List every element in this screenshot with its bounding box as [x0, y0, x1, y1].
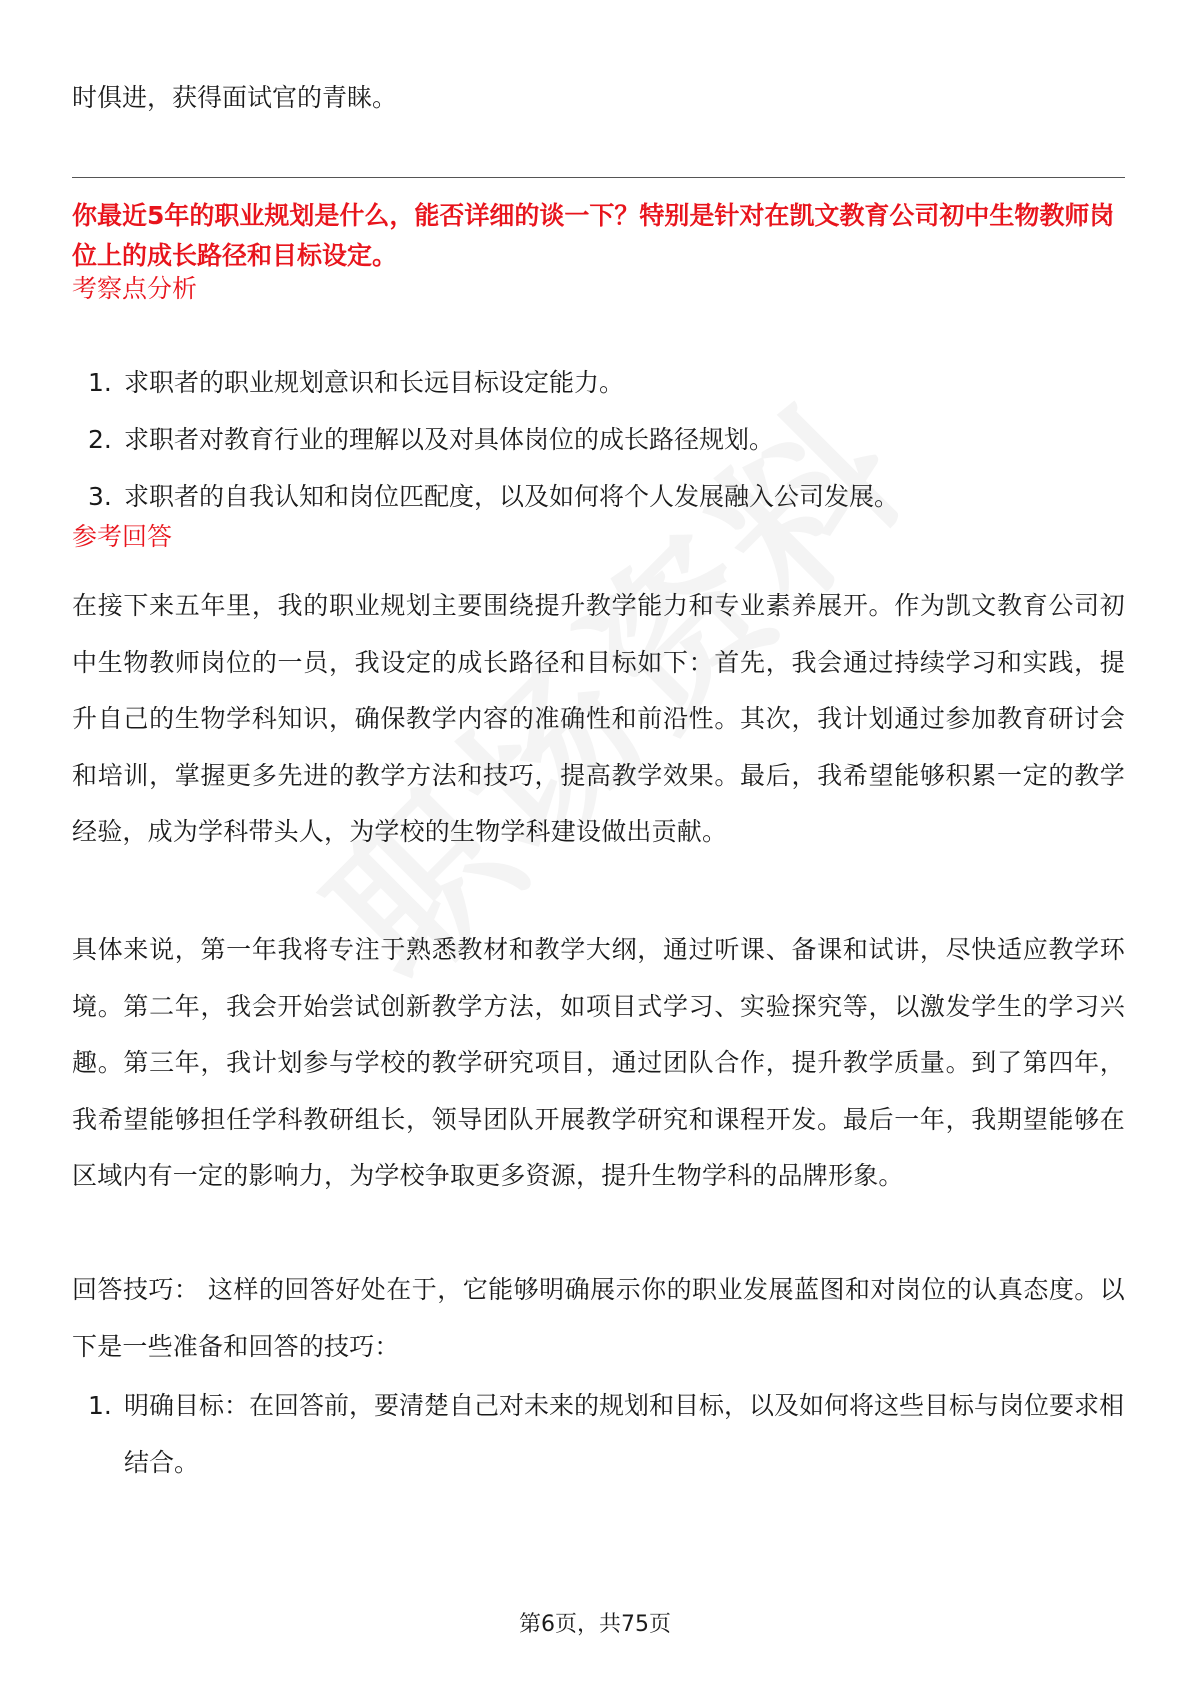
list-item	[72, 1378, 1125, 1491]
intro-line: 时俱进，获得面试官的青睐。	[72, 83, 398, 112]
analysis-heading: 考察点分析	[72, 274, 198, 303]
answer-heading: 参考回答	[72, 522, 173, 551]
list-number: 1.	[88, 368, 112, 397]
question-heading: 你最近5年的职业规划是什么，能否详细的谈一下？特别是针对在凯文教育公司初中生物教师岗位上的成长路径和目标设定。	[72, 201, 1115, 270]
answer-paragraph-2: 具体来说，第一年我将专注于熟悉教材和教学大纲，通过听课、备课和试讲，尽快适应教学环境。第二年，我会开始尝试创新教学方法，如项目式学习、实验探究等，以激发学生的学习兴趣。第三年，我计划参与学校的教学研究项目，通过团队合作，提升教学质量。到了第四年，我希望能够担任学科教研组长，领导团队开展教学研究和课程开发。最后一年，我期望能够在区域内有一定的影响力，为学校争取更多资源，提升生物学科的品牌形象。	[72, 935, 1125, 1190]
page-footer: 第6页，共75页	[519, 1612, 671, 1637]
analysis-list	[72, 363, 1125, 534]
list-text: 求职者的自我认知和岗位匹配度，以及如何将个人发展融入公司发展。	[124, 482, 900, 511]
list-text: 求职者对教育行业的理解以及对具体岗位的成长路径规划。	[124, 425, 775, 454]
list-text: 明确目标：在回答前，要清楚自己对未来的规划和目标，以及如何将这些目标与岗位要求相结合。	[124, 1391, 1125, 1477]
list-item	[72, 477, 1125, 534]
answer-paragraph-1: 在接下来五年里，我的职业规划主要围绕提升教学能力和专业素养展开。作为凯文教育公司初中生物教师岗位的一员，我设定的成长路径和目标如下：首先，我会通过持续学习和实践，提升自己的生物学科知识，确保教学内容的准确性和前沿性。其次，我计划通过参加教育研讨会和培训，掌握更多先进的教学方法和技巧，提高教学效果。最后，我希望能够积累一定的教学经验，成为学科带头人，为学校的生物学科建设做出贡献。	[72, 591, 1125, 846]
list-number: 2.	[88, 425, 112, 454]
section-divider	[72, 177, 1125, 178]
list-item	[72, 363, 1125, 420]
list-number: 1.	[88, 1391, 112, 1420]
list-item	[72, 420, 1125, 477]
tips-intro: 回答技巧： 这样的回答好处在于，它能够明确展示你的职业发展蓝图和对岗位的认真态度。以下是一些准备和回答的技巧：	[72, 1275, 1125, 1361]
list-text: 求职者的职业规划意识和长远目标设定能力。	[124, 368, 625, 397]
tips-list	[72, 1378, 1125, 1491]
list-number: 3.	[88, 482, 112, 511]
